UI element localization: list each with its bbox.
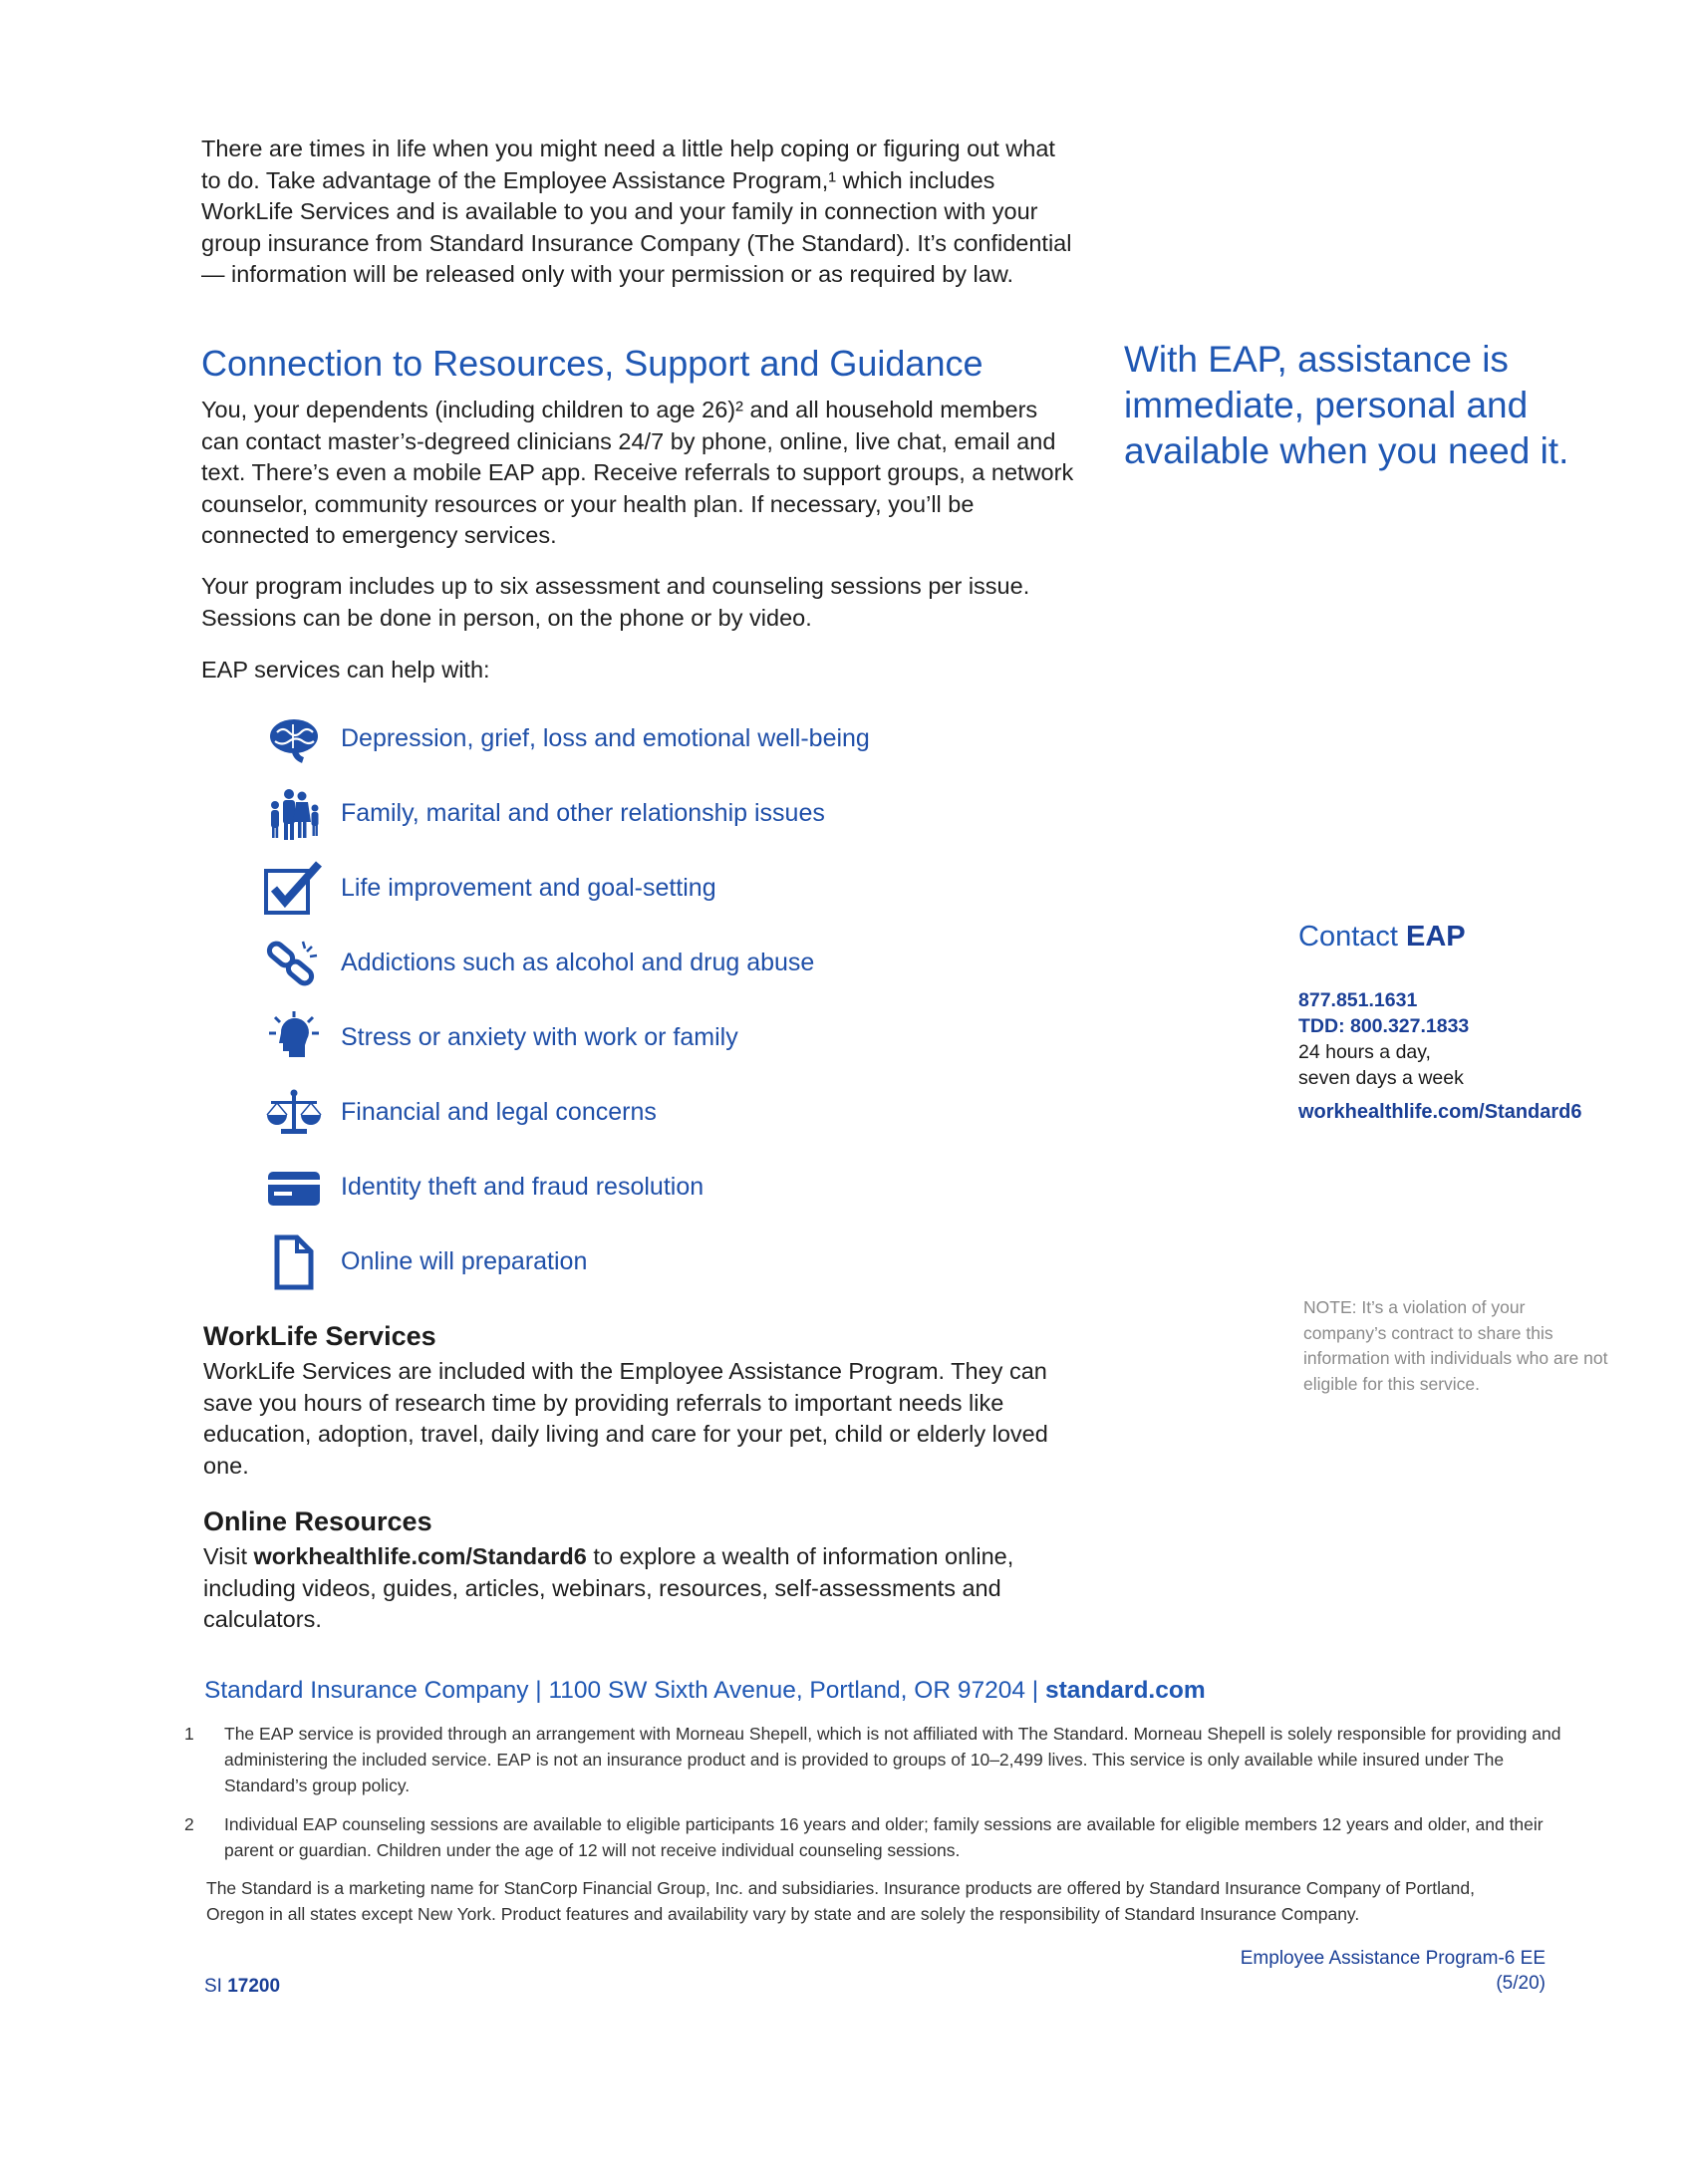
list-item-label: Stress or anxiety with work or family bbox=[341, 1023, 738, 1051]
footnote-2 bbox=[184, 1811, 1589, 1863]
list-item bbox=[261, 1150, 1058, 1225]
contact-title-prefix: Contact bbox=[1298, 921, 1406, 953]
pull-quote: With EAP, assistance is immediate, personal and available when you need it. bbox=[1124, 339, 1569, 471]
address-text: Standard Insurance Company | 1100 SW Sixth Avenue, Portland, OR 97204 | bbox=[204, 1677, 1045, 1704]
list-item bbox=[261, 1075, 1058, 1150]
connection-paragraph: You, your dependents (including children to age 26)² and all household members can contact master’s-degreed clinicians 24/7 by phone, online, live chat, email and text. There’s even a mobile EAP app. Receive referrals to support groups, a network counselor, community resources or your health plan. If necessary, you’ll be connected to emergency services. bbox=[201, 397, 1074, 548]
list-item-label: Depression, grief, loss and emotional well-being bbox=[341, 724, 870, 752]
footnote-1-number: 1 bbox=[184, 1724, 194, 1744]
brain-icon bbox=[261, 709, 327, 769]
online-paragraph bbox=[203, 1541, 1080, 1636]
company-address bbox=[204, 1677, 1206, 1705]
worklife-paragraph: WorkLife Services are included with the Employee Assistance Program. They can save you hours of research time by providing referrals to important needs like education, adoption, travel, daily living and care for your pet, child or elderly loved one. bbox=[203, 1358, 1048, 1479]
document-icon bbox=[261, 1232, 327, 1292]
contact-title-bold: EAP bbox=[1406, 921, 1466, 953]
broken-chain-icon bbox=[261, 934, 327, 993]
footnote-2-text: Individual EAP counseling sessions are available to eligible participants 16 years and older; family sessions are available for eligible members 12 years and older, and their parent or guardian. Children under the age of 12 will not receive individual counseling sessions. bbox=[224, 1814, 1544, 1860]
list-item bbox=[261, 926, 1058, 1000]
scales-icon bbox=[261, 1083, 327, 1143]
family-icon bbox=[261, 784, 327, 844]
help-intro: EAP services can help with: bbox=[201, 657, 490, 682]
footnote-1 bbox=[184, 1721, 1589, 1798]
sessions-paragraph: Your program includes up to six assessment and counseling sessions per issue. Sessions can be done in person, on the phone or by video. bbox=[201, 573, 1030, 631]
disclaimer: The Standard is a marketing name for StanCorp Financial Group, Inc. and subsidiaries. Insurance products are offered by Standard Insurance Company of Portland, Oregon in all states except New York. Product features and availability vary by state and are solely the responsibility of Standard Insurance Company. bbox=[206, 1878, 1476, 1924]
intro-paragraph: There are times in life when you might need a little help coping or figuring out what to do. Take advantage of the Employee Assistance Program,¹ which includes WorkLife Services and is available to you and your family in connection with your group insurance from Standard Insurance Company (The Standard). It’s confidential — information will be released only with your permission or as required by law. bbox=[201, 136, 1072, 287]
contact-hours-2: seven days a week bbox=[1298, 1067, 1464, 1089]
contact-phone[interactable]: 877.851.1631 bbox=[1298, 989, 1418, 1011]
list-item bbox=[261, 776, 1058, 851]
form-code-prefix: SI bbox=[204, 1976, 228, 1997]
list-item-label: Addictions such as alcohol and drug abuse bbox=[341, 949, 815, 976]
list-item-label: Online will preparation bbox=[341, 1247, 588, 1275]
form-code-number: 17200 bbox=[227, 1976, 281, 1997]
checkbox-icon bbox=[261, 859, 327, 919]
eligibility-note: NOTE: It’s a violation of your company’s contract to share this information with individuals who are not eligible for this service. bbox=[1303, 1297, 1608, 1394]
list-item bbox=[261, 851, 1058, 926]
contact-tdd[interactable]: TDD: 800.327.1833 bbox=[1298, 1015, 1470, 1037]
form-title bbox=[1241, 1946, 1546, 1996]
section-heading-worklife: WorkLife Services bbox=[203, 1321, 436, 1351]
stressed-head-icon bbox=[261, 1008, 327, 1068]
list-item-label: Financial and legal concerns bbox=[341, 1098, 657, 1126]
credit-card-icon bbox=[261, 1158, 327, 1218]
list-item bbox=[261, 1000, 1058, 1075]
section-heading-online: Online Resources bbox=[203, 1506, 432, 1536]
website-link[interactable]: standard.com bbox=[1044, 1677, 1206, 1704]
form-title-text: Employee Assistance Program-6 EE bbox=[1240, 1948, 1546, 1969]
contact-url-link[interactable]: workhealthlife.com/Standard6 bbox=[1298, 1101, 1582, 1123]
list-item-label: Life improvement and goal-setting bbox=[341, 874, 716, 902]
form-date: (5/20) bbox=[1496, 1973, 1546, 1994]
contact-title bbox=[1298, 921, 1627, 954]
online-resources-link[interactable]: workhealthlife.com/Standard6 bbox=[253, 1543, 587, 1569]
section-heading-connection: Connection to Resources, Support and Guidance bbox=[201, 343, 984, 384]
contact-box bbox=[1298, 921, 1627, 1124]
services-list bbox=[261, 701, 1058, 1299]
footnote-2-number: 2 bbox=[184, 1814, 194, 1834]
form-code bbox=[204, 1976, 280, 1998]
list-item-label: Identity theft and fraud resolution bbox=[341, 1173, 704, 1201]
list-item bbox=[261, 701, 1058, 776]
list-item-label: Family, marital and other relationship issues bbox=[341, 799, 825, 827]
online-prefix: Visit bbox=[203, 1543, 254, 1569]
footnote-1-text: The EAP service is provided through an arrangement with Morneau Shepell, which is not affiliated with The Standard. Morneau Shepell is solely responsible for providing and administering the included service. EAP is not an insurance product and is provided to groups of 10–2,499 lives. This service is only available while insured under The Standard’s group policy. bbox=[224, 1724, 1561, 1795]
list-item bbox=[261, 1225, 1058, 1299]
online-suffix: to explore a wealth of information online, including videos, guides, articles, webinars, resources, self-assessments and calculators. bbox=[203, 1543, 1014, 1632]
contact-hours-1: 24 hours a day, bbox=[1298, 1041, 1431, 1063]
